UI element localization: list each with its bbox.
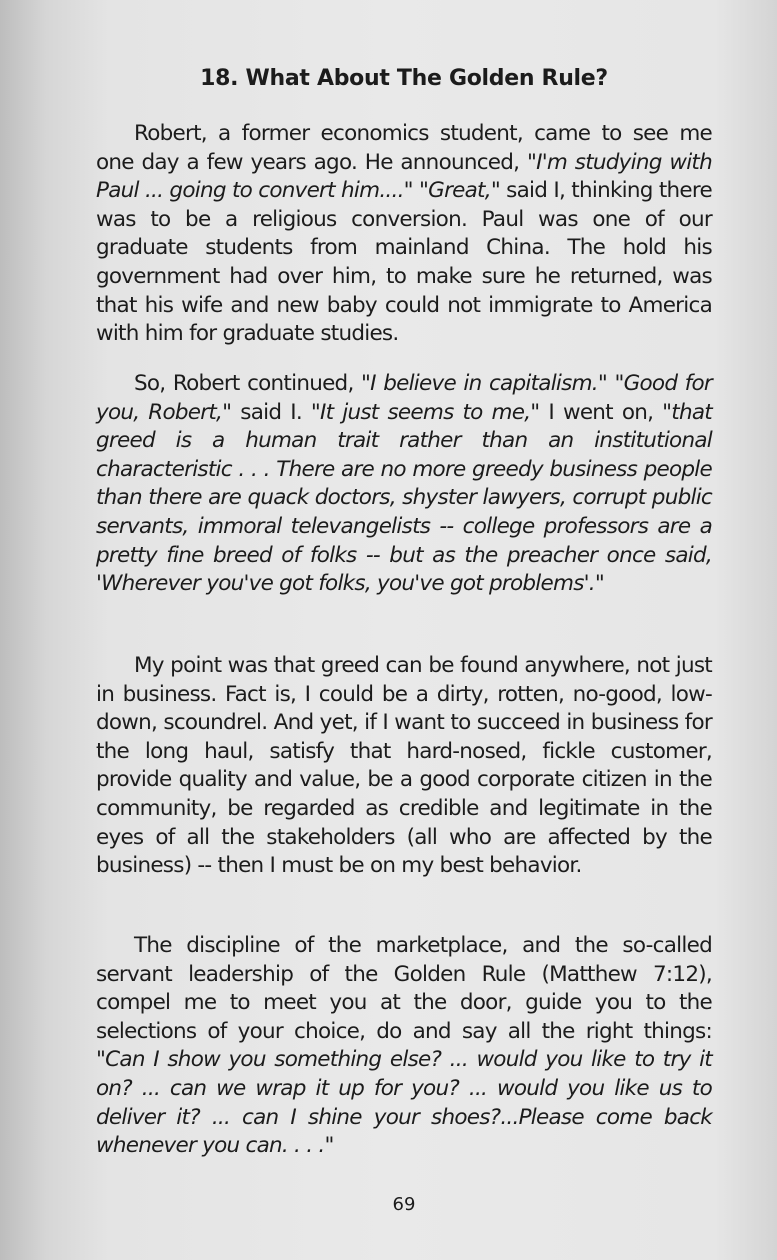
text-run: Robert, a former economics student, came to see me one day a few years ago. He announced,	[96, 121, 712, 175]
paragraph-4	[96, 932, 712, 1161]
text-run: said I.	[231, 399, 311, 425]
paragraph-3	[96, 652, 712, 881]
quote-run: "that greed is a human trait rather than an institutional characteristic . . . There are no more greedy business people than there are quack doctors, shyster lawyers, corrupt public servants, immoral televangelists -- college professors are a pretty fine breed of folks -- but as the preacher once said, 'Wherever you've got folks, you've got problems'."	[96, 399, 712, 597]
quote-run: "I believe in capitalism." "Good for you, Robert,"	[96, 371, 712, 425]
chapter-title: 18. What About The Golden Rule?	[200, 66, 608, 91]
text-run: I went on,	[539, 399, 663, 425]
quote-run: "It just seems to me,"	[310, 399, 540, 425]
paragraph-2	[96, 370, 712, 599]
text-run: My point was that greed can be found anywhere, not just in business. Fact is, I could be a dirty, rotten, no-good, low-down, scoundrel. And yet, if I want to succeed in business for the long haul, satisfy that hard-nosed, fickle customer, provide quality and value, be a good corporate citizen in the community, be regarded as credible and legitimate in the eyes of all the stakeholders (all who are affected by the business) -- then I must be on my best behavior.	[96, 653, 712, 879]
text-run: The discipline of the marketplace, and the so-called servant leadership of the Golden Rule (Matthew 7:12), compel me to meet you at the door, guide you to the selections of your choice, do and say all the right things:	[96, 933, 712, 1044]
text-run: said I, thinking there was to be a religious conversion. Paul was one of our graduate students from mainland China. The hold his government had over him, to make sure he returned, was that his wife and new baby could not immigrate to America with him for graduate studies.	[96, 178, 712, 347]
quote-run: "Can I show you something else? ... would you like to try it on? ... can we wrap it up for you? ... would you like us to deliver it? ... can I shine your shoes?...Please come back whenever you can. . . ."	[96, 1047, 712, 1159]
page-number: 69	[392, 1194, 416, 1215]
paragraph-1	[96, 120, 712, 349]
quote-run: "I'm studying with Paul ... going to convert him...." "Great,"	[96, 149, 712, 204]
text-run: So, Robert continued,	[134, 371, 362, 396]
book-page	[96, 0, 712, 1260]
